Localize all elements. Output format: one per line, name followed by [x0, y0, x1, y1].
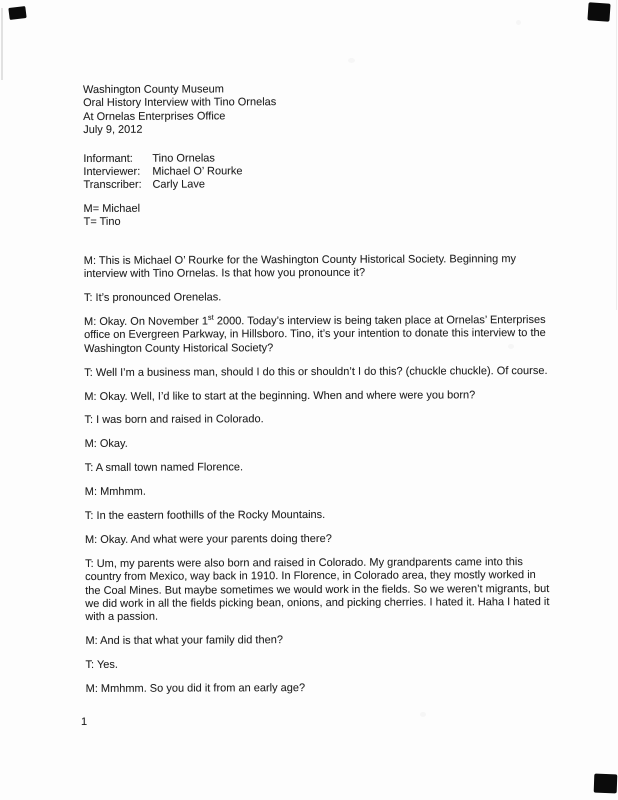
transcript-paragraph: T: Um, my parents were also born and raised in Colorado. My grandparents came into this country from Mexico, way back in 1910. In Florence, in Colorado area, they mostly worked in the Coal Mines. But maybe sometimes we would work in the fields. So we weren’t migrants, but we did work in all the fields picking bean, onions, and picking cherries. I hated it. Haha I hated it with a passion.	[85, 555, 550, 624]
speaker-legend-line: T= Tino	[83, 216, 121, 229]
transcript-paragraph	[84, 314, 604, 356]
transcript-paragraph: T: A small town named Florence.	[84, 461, 244, 475]
scan-smudge	[516, 20, 521, 25]
scan-mark-top-left	[8, 6, 26, 20]
header-line-location: At Ornelas Enterprises Office	[83, 110, 226, 123]
transcript-paragraph: T: In the eastern foothills of the Rocky Mountains.	[84, 508, 326, 523]
transcript-paragraph: T: It’s pronounced Orenelas.	[83, 291, 222, 304]
scan-smudge	[420, 712, 426, 717]
scan-smudge	[348, 58, 355, 63]
transcript-text: 2000. Today’s interview is being taken place at Ornelas’ Enterprises office on Evergreen Parkway, in Hillsboro. Tino, it’s your intention to donate this interview to the Washington County Historical Society?	[84, 313, 546, 355]
speaker-legend-line: M= Michael	[83, 202, 141, 215]
credit-label: Interviewer:	[83, 165, 141, 179]
transcript-paragraph: M: Okay.	[84, 438, 128, 451]
credit-value: Michael O’ Rourke	[152, 165, 243, 178]
scan-mark-top-right	[587, 2, 610, 21]
credit-label: Informant:	[83, 152, 133, 165]
transcript-paragraph: T: Well I’m a business man, should I do this or shouldn’t I do this? (chuckle chuckle). Of course.	[84, 364, 548, 379]
credit-label: Transcriber:	[83, 179, 142, 192]
document-header	[83, 82, 603, 138]
transcript-paragraph: M: And is that what your family did then?	[85, 634, 283, 648]
ordinal-superscript: st	[207, 312, 214, 322]
transcript-paragraph: M: This is Michael O’ Rourke for the Washington County Historical Society. Beginning my interview with Tino Ornelas. Is that how you pronounce it?	[83, 252, 517, 281]
transcript-paragraph: M: Okay. Well, I’d like to start at the beginning. When and where were you born?	[84, 388, 476, 403]
transcript-paragraph: T: I was born and raised in Colorado.	[84, 413, 264, 427]
document-content	[83, 82, 606, 707]
transcript-paragraph: M: Okay. And what were your parents doing there?	[84, 532, 332, 546]
header-line-date: July 9, 2012	[83, 123, 143, 137]
header-line-title: Washington County Museum	[83, 83, 224, 96]
speaker-legend	[84, 201, 604, 230]
transcript-paragraph: M: Mmhmm.	[84, 485, 146, 499]
transcript-text: M: Okay. On November 1	[84, 315, 208, 328]
credit-value: Tino Ornelas	[152, 152, 215, 165]
transcript-paragraph: T: Yes.	[85, 659, 118, 672]
scan-mark-bottom-right	[594, 774, 618, 794]
paper-edge-line-left	[1, 8, 3, 80]
paper-edge-line-right	[616, 0, 617, 310]
transcript-paragraph: M: Mmhmm. So you did it from an early age?	[85, 682, 306, 696]
credits-block	[83, 150, 603, 192]
page-number: 1	[81, 716, 88, 728]
credit-value: Carly Lave	[152, 178, 206, 192]
header-line-subtitle: Oral History Interview with Tino Ornelas	[83, 96, 277, 110]
credit-row-transcriber	[83, 177, 603, 193]
transcript	[84, 252, 606, 696]
